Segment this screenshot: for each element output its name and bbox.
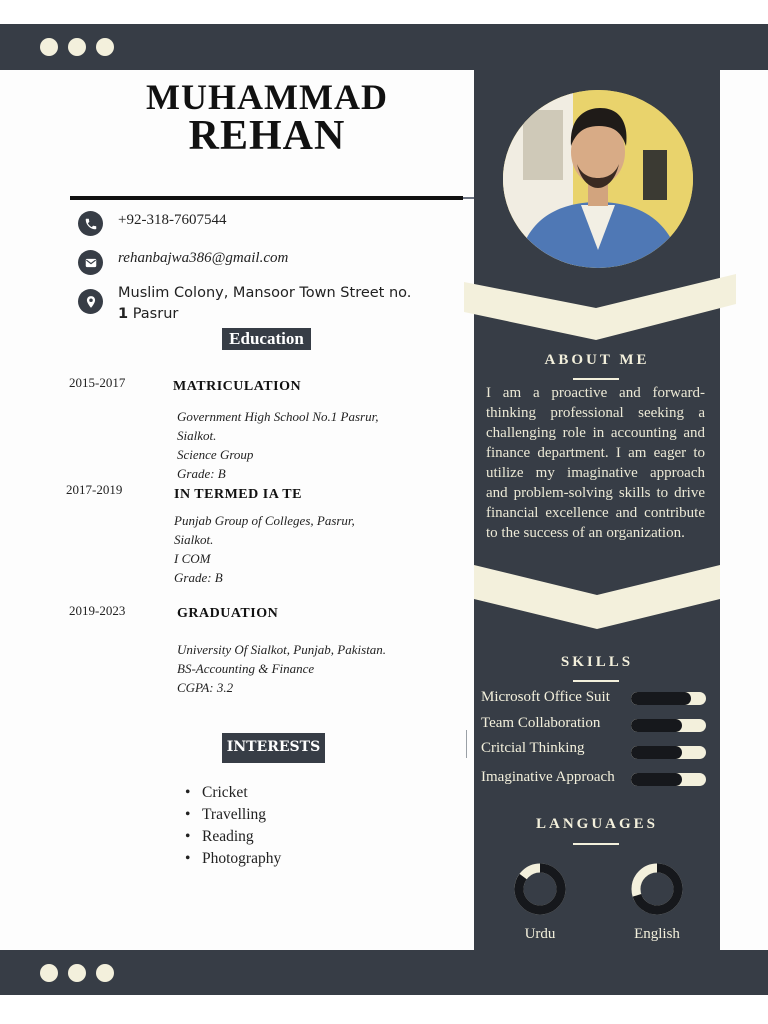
edu-detail-line: Government High School No.1 Pasrur,	[177, 409, 379, 424]
language-item	[617, 862, 697, 943]
skill-fill	[631, 773, 682, 786]
edu-detail-line: CGPA: 3.2	[177, 680, 234, 695]
edu-details	[177, 640, 386, 697]
about-text: I am a proactive and forward-thinking professional seeking a challenging role in accounting and finance department. I am eager to utilize my imaginative approach and problem-solving skills to drive financial excellence and contribute to the success of an organization.	[486, 385, 705, 541]
chevron-banner	[474, 565, 720, 631]
address-number: 1	[118, 306, 129, 322]
dot-icon	[40, 964, 58, 982]
window-dots	[40, 38, 114, 56]
page-margin	[720, 70, 768, 950]
vertical-divider	[466, 730, 467, 758]
language-ring	[512, 862, 568, 916]
dot-icon	[96, 964, 114, 982]
edu-detail-line: I COM	[174, 551, 211, 566]
skills-heading: SKILLS	[560, 654, 634, 670]
address	[118, 283, 458, 325]
edu-detail-line: Grade: B	[177, 466, 226, 481]
edu-detail-line: Punjab Group of Colleges, Pasrur,	[174, 513, 355, 528]
bottom-bar	[0, 950, 768, 995]
language-ring	[629, 862, 685, 916]
list-item: • Travelling	[185, 804, 281, 826]
about-underline	[573, 378, 619, 380]
name-divider	[70, 196, 463, 200]
location-pin-icon	[78, 289, 103, 314]
language-label: Urdu	[524, 926, 556, 942]
profile-photo	[503, 90, 693, 268]
edu-degree: IN TERMED IA TE	[174, 487, 302, 502]
list-item: • Reading	[185, 826, 281, 848]
name-last: REHAN	[188, 113, 346, 159]
language-item	[500, 862, 580, 943]
edu-detail-line: University Of Sialkot, Punjab, Pakistan.	[177, 642, 387, 657]
address-line: Muslim Colony, Mansoor Town Street no.	[118, 285, 412, 301]
edu-years: 2017-2019	[66, 482, 123, 497]
language-label: English	[634, 926, 680, 942]
chevron-banner	[464, 272, 736, 342]
edu-degree: GRADUATION	[177, 606, 279, 621]
skill-fill	[631, 719, 682, 732]
phone-icon	[78, 211, 103, 236]
address-city: Pasrur	[128, 306, 179, 322]
edu-details	[177, 407, 379, 483]
dot-icon	[40, 38, 58, 56]
list-item: • Photography	[185, 848, 281, 870]
interests-heading: INTERESTS	[222, 733, 325, 763]
dot-icon	[68, 38, 86, 56]
skill-label: Critcial Thinking	[481, 740, 585, 756]
phone-number[interactable]: +92-318-7607544	[118, 212, 227, 228]
edu-detail-line: Sialkot.	[174, 532, 214, 547]
dot-icon	[96, 38, 114, 56]
skills-underline	[573, 680, 619, 682]
top-bar	[0, 24, 768, 70]
skill-bar	[631, 719, 706, 732]
about-heading: ABOUT ME	[544, 352, 650, 368]
skill-fill	[631, 692, 691, 705]
edu-years: 2015-2017	[69, 375, 126, 390]
email-address[interactable]: rehanbajwa386@gmail.com	[118, 250, 289, 266]
edu-detail-line: Sialkot.	[177, 428, 217, 443]
skill-bar	[631, 773, 706, 786]
interests-list	[185, 782, 281, 870]
education-heading: Education	[222, 328, 311, 350]
name-first: MUHAMMAD	[146, 77, 388, 117]
mail-icon	[78, 250, 103, 275]
edu-years: 2019-2023	[69, 603, 126, 618]
edu-detail-line: Grade: B	[174, 570, 223, 585]
dot-icon	[68, 964, 86, 982]
skill-bar	[631, 746, 706, 759]
skill-label: Microsoft Office Suit	[481, 689, 610, 705]
skill-fill	[631, 746, 682, 759]
list-item: • Cricket	[185, 782, 281, 804]
skill-bar	[631, 692, 706, 705]
skill-label: Team Collaboration	[481, 715, 601, 731]
edu-details	[174, 511, 355, 587]
window-dots	[40, 964, 114, 982]
skill-label: Imaginative Approach	[481, 769, 615, 785]
edu-detail-line: BS-Accounting & Finance	[177, 661, 315, 676]
languages-heading: LANGUAGES	[535, 816, 659, 832]
edu-degree: MATRICULATION	[173, 379, 302, 394]
edu-detail-line: Science Group	[177, 447, 254, 462]
languages-underline	[573, 843, 619, 845]
